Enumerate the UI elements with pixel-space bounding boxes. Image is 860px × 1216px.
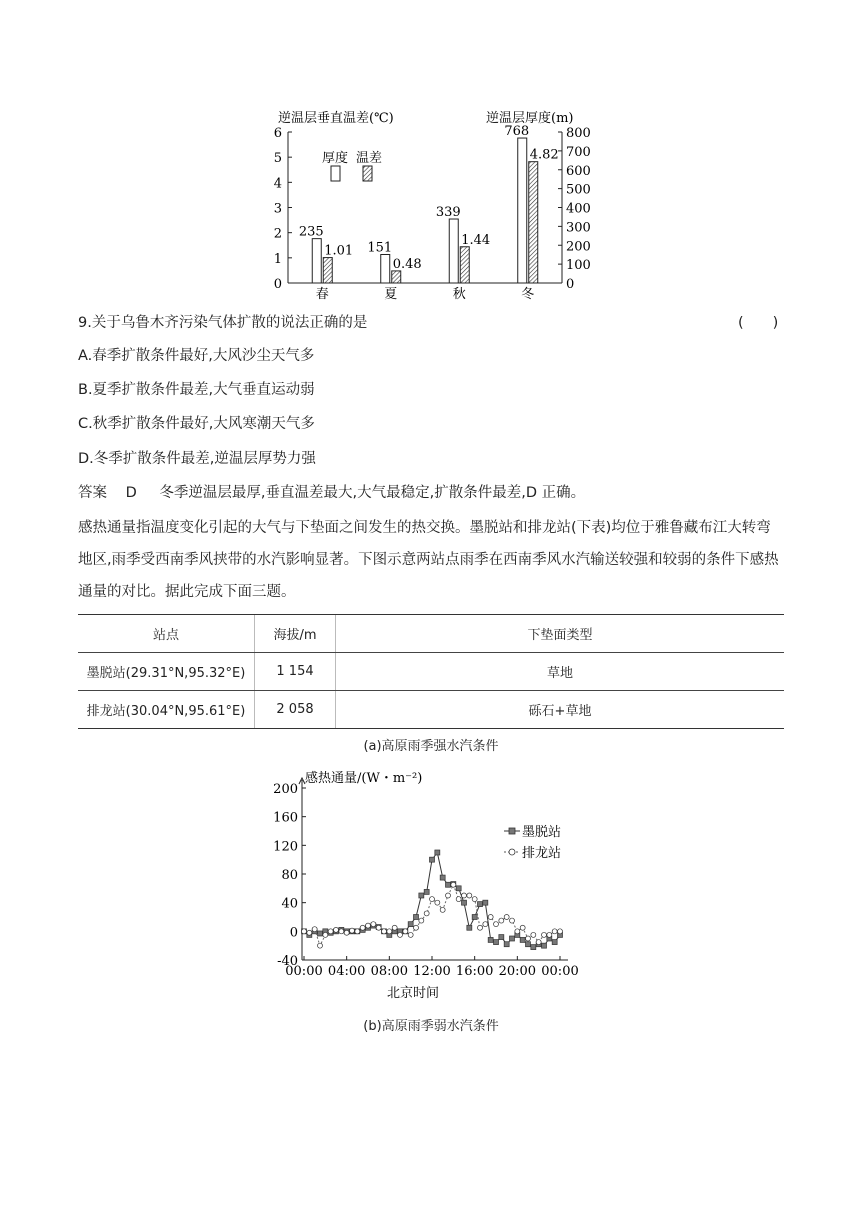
option-d: D.冬季扩散条件最差,逆温层厚势力强 [78, 451, 316, 467]
point-motuo [531, 945, 536, 950]
point-pailong [302, 929, 307, 934]
option-c: C.秋季扩散条件最好,大风寒潮天气多 [78, 416, 315, 432]
x-tick-label: 00:00 [541, 964, 579, 979]
option-b: B.夏季扩散条件最差,大气垂直运动弱 [78, 382, 315, 398]
point-motuo [435, 850, 440, 855]
point-pailong [515, 929, 520, 934]
right-axis-title: 逆温层厚度(m) [486, 111, 574, 126]
point-motuo [446, 882, 451, 887]
point-motuo [424, 889, 429, 894]
point-pailong [414, 925, 419, 930]
option-a: A.春季扩散条件最好,大风沙尘天气多 [78, 348, 315, 364]
bar-tempdiff [323, 258, 332, 283]
point-pailong [462, 893, 467, 898]
point-pailong [531, 932, 536, 937]
table-header: 下垫面类型 [336, 615, 785, 653]
caption-a: (a)高原雨季强水汽条件 [363, 739, 499, 754]
x-tick-label: 00:00 [285, 964, 323, 979]
point-pailong [392, 925, 397, 930]
y-tick-label: 200 [273, 782, 298, 797]
point-pailong [408, 932, 413, 937]
y-tick-label: -40 [277, 954, 298, 969]
point-pailong [467, 893, 472, 898]
y-tick-label: 120 [273, 839, 298, 855]
right-tick-label: 700 [566, 144, 591, 160]
left-tick-label: 2 [273, 226, 282, 242]
point-pailong [318, 943, 323, 948]
bar-label-tempdiff: 1.01 [324, 243, 354, 259]
point-pailong [328, 929, 333, 934]
answer-explanation: 冬季逆温层最厚,垂直温差最大,大气最稳定,扩散条件最差,D 正确。 [159, 485, 586, 501]
table-cell: 排龙站(30.04°N,95.61°E) [78, 691, 255, 729]
point-motuo [440, 875, 445, 880]
bar-thickness [518, 138, 527, 283]
legend-label-pailong: 排龙站 [522, 846, 562, 861]
point-pailong [520, 925, 525, 930]
right-tick-label: 600 [566, 163, 591, 179]
table-cell: 2 058 [255, 691, 336, 729]
point-motuo [552, 940, 557, 945]
point-motuo [414, 915, 419, 920]
bar-label-thickness: 235 [298, 224, 324, 240]
point-pailong [360, 925, 365, 930]
bar-label-tempdiff: 1.44 [461, 232, 491, 248]
right-tick-label: 400 [566, 201, 591, 217]
bar-label-tempdiff: 4.82 [529, 147, 559, 163]
answer-parenthesis: ( ) [738, 315, 779, 331]
point-pailong [478, 925, 483, 930]
point-pailong [446, 893, 451, 898]
y-tick-label: 160 [273, 810, 298, 826]
category-label: 春 [315, 287, 329, 302]
point-pailong [558, 929, 563, 934]
point-pailong [307, 930, 312, 935]
answer-label: 答案 [78, 485, 107, 501]
table-row [78, 691, 784, 729]
right-tick-label: 500 [566, 182, 591, 198]
point-motuo [318, 931, 323, 936]
point-pailong [526, 936, 531, 941]
chart2-legend [504, 824, 561, 861]
bar-label-tempdiff: 0.48 [392, 256, 422, 272]
left-tick-label: 3 [273, 201, 282, 217]
point-pailong [504, 915, 509, 920]
point-pailong [312, 927, 317, 932]
bar-tempdiff [529, 162, 538, 283]
point-pailong [371, 922, 376, 927]
point-pailong [419, 918, 424, 923]
point-motuo [499, 935, 504, 940]
point-motuo [510, 936, 515, 941]
inversion-bar-chart [270, 104, 600, 304]
category-label: 夏 [384, 287, 398, 302]
point-pailong [355, 929, 360, 934]
station-table [78, 614, 784, 729]
point-pailong [387, 929, 392, 934]
flux-ylabel: 感热通量/(W・m⁻²) [305, 771, 423, 786]
table-header-row [78, 615, 784, 653]
question-stem: 9.关于乌鲁木齐污染气体扩散的说法正确的是 [78, 315, 368, 331]
legend-marker-pailong [509, 849, 515, 855]
point-pailong [494, 922, 499, 927]
point-pailong [398, 932, 403, 937]
point-pailong [424, 911, 429, 916]
right-tick-label: 800 [566, 126, 591, 141]
chart2-lines [302, 850, 563, 950]
table-cell: 1 154 [255, 653, 336, 691]
point-motuo [542, 943, 547, 948]
legend-swatch-tempdiff [363, 166, 372, 181]
point-pailong [536, 940, 541, 945]
point-motuo [494, 940, 499, 945]
point-pailong [510, 918, 515, 923]
table-row [78, 653, 784, 691]
table-cell: 草地 [336, 653, 785, 691]
point-motuo [526, 942, 531, 947]
table-header: 海拔/m [255, 615, 336, 653]
intro-paragraph: 感热通量指温度变化引起的大气与下垫面之间发生的热交换。墨脱站和排龙站(下表)均位于雅鲁藏布江大转弯地区,雨季受西南季风挟带的水汽影响显著。下图示意两站点雨季在西南季风水汽输送较强和较弱的条件下感热通量的对比。据此完成下面三题。 [78, 520, 779, 600]
point-motuo [520, 937, 525, 942]
bar-thickness [381, 254, 390, 283]
point-motuo [472, 915, 477, 920]
point-pailong [403, 929, 408, 934]
point-pailong [440, 907, 445, 912]
legend-label-tempdiff: 温差 [356, 151, 383, 166]
chart1-bars [299, 124, 559, 283]
bar-tempdiff [460, 247, 469, 283]
y-tick-label: 40 [281, 896, 298, 912]
left-tick-label: 4 [273, 176, 282, 192]
point-motuo [488, 937, 493, 942]
point-motuo [408, 922, 413, 927]
left-tick-label: 0 [273, 277, 282, 292]
legend-swatch-thickness [331, 166, 340, 181]
bar-label-thickness: 151 [367, 240, 393, 256]
point-pailong [456, 897, 461, 902]
answer-line [78, 483, 585, 503]
point-pailong [344, 930, 349, 935]
point-pailong [499, 918, 504, 923]
point-pailong [552, 929, 557, 934]
left-tick-label: 1 [273, 251, 282, 267]
point-pailong [366, 923, 371, 928]
category-label: 秋 [452, 287, 466, 302]
legend-marker-motuo [509, 828, 515, 834]
point-pailong [488, 915, 493, 920]
right-tick-label: 0 [566, 277, 575, 292]
x-tick-label: 08:00 [370, 964, 409, 979]
x-tick-label: 04:00 [327, 964, 366, 979]
point-pailong [382, 929, 387, 934]
point-pailong [483, 922, 488, 927]
point-pailong [472, 897, 477, 902]
point-pailong [547, 932, 552, 937]
point-motuo [462, 900, 467, 905]
point-pailong [350, 928, 355, 933]
chart1-legend [322, 150, 382, 181]
right-tick-label: 200 [566, 239, 591, 255]
point-pailong [376, 925, 381, 930]
bar-thickness [312, 239, 321, 283]
point-motuo [504, 942, 509, 947]
y-tick-label: 80 [281, 868, 298, 883]
table-cell: 墨脱站(29.31°N,95.32°E) [78, 653, 255, 691]
heat-flux-line-chart [268, 770, 598, 1005]
point-pailong [430, 897, 435, 902]
point-motuo [456, 886, 461, 891]
x-tick-label: 16:00 [455, 964, 494, 979]
point-motuo [467, 925, 472, 930]
point-motuo [430, 857, 435, 862]
category-label: 冬 [521, 287, 535, 302]
right-tick-label: 100 [566, 258, 591, 274]
flux-xlabel: 北京时间 [386, 986, 440, 1001]
point-motuo [478, 902, 483, 907]
legend-label-motuo: 墨脱站 [522, 825, 562, 840]
table-cell: 砾石+草地 [336, 691, 785, 729]
right-tick-label: 300 [566, 220, 591, 236]
caption-b: (b)高原雨季弱水汽条件 [363, 1019, 499, 1034]
point-pailong [451, 882, 456, 887]
x-tick-label: 20:00 [498, 964, 537, 979]
answer-choice: D [125, 485, 137, 501]
left-tick-label: 6 [273, 126, 282, 141]
bar-label-thickness: 768 [504, 124, 530, 140]
point-pailong [435, 900, 440, 905]
point-pailong [542, 932, 547, 937]
table-header: 站点 [78, 615, 255, 653]
series-line-pailong [304, 885, 560, 946]
y-tick-label: 0 [289, 925, 298, 941]
point-motuo [483, 900, 488, 905]
left-tick-label: 5 [273, 151, 282, 167]
x-tick-label: 12:00 [413, 964, 451, 979]
point-pailong [334, 927, 339, 932]
bar-label-thickness: 339 [435, 205, 461, 221]
bar-thickness [449, 219, 458, 283]
point-pailong [339, 929, 344, 934]
bar-tempdiff [392, 271, 401, 283]
point-pailong [323, 932, 328, 937]
point-motuo [419, 893, 424, 898]
legend-label-thickness: 厚度 [322, 151, 349, 166]
left-axis-title: 逆温层垂直温差(℃) [278, 111, 394, 126]
